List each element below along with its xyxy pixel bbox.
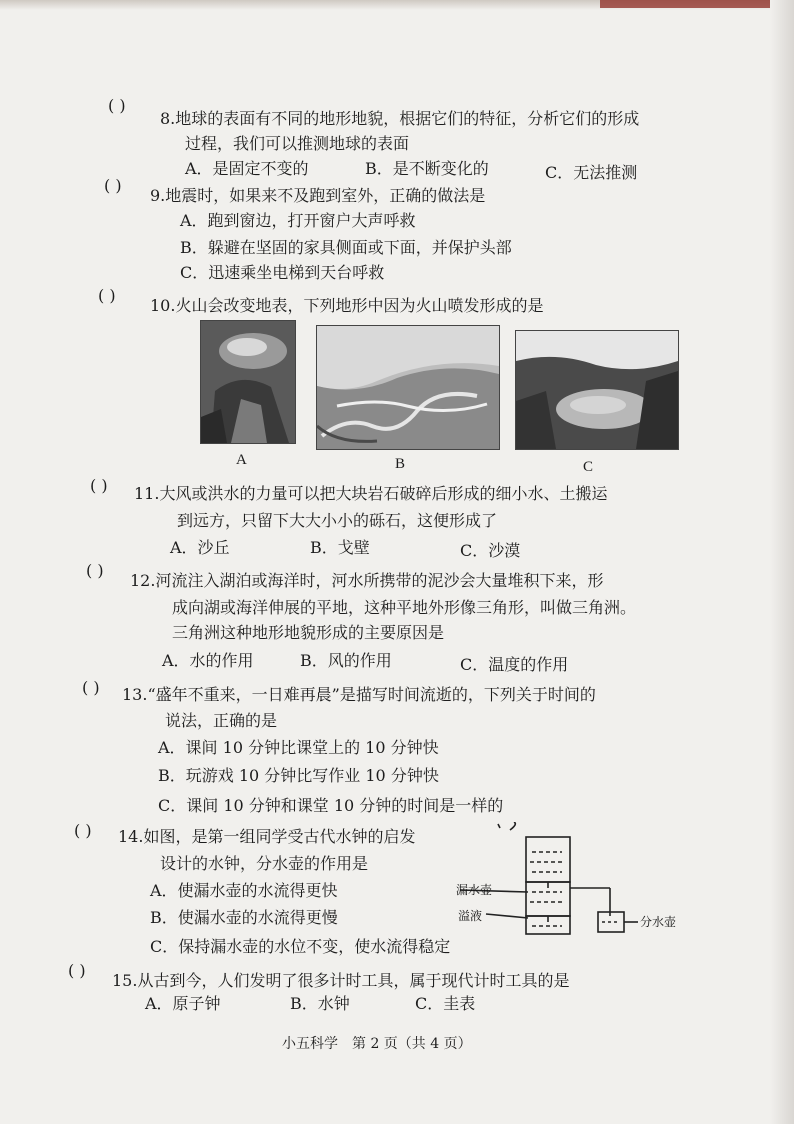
q12-question: 12.河流注入湖泊或海洋时，河水所携带的泥沙会大量堆积下来，形 xyxy=(130,571,604,590)
scan-edge-mark xyxy=(600,0,794,8)
photo-caption-a: A xyxy=(236,452,247,468)
q11-question: 11.大风或洪水的力量可以把大块岩石破碎后形成的细小水、土搬运 xyxy=(134,484,608,503)
q12-answer-blank[interactable]: ( ) xyxy=(86,561,104,580)
q10-question: 10.火山会改变地表，下列地形中因为火山喷发形成的是 xyxy=(150,296,544,315)
q9-option-c: C．迅速乘坐电梯到天台呼救 xyxy=(180,263,385,282)
q15-answer-blank[interactable]: ( ) xyxy=(68,961,86,980)
q12-option-c: C．温度的作用 xyxy=(460,655,569,674)
q14-answer-blank[interactable]: ( ) xyxy=(74,821,92,840)
q10-answer-blank[interactable]: ( ) xyxy=(98,286,116,305)
q13-option-b: B．玩游戏 10 分钟比写作业 10 分钟快 xyxy=(158,766,439,785)
photo-river-delta xyxy=(316,325,500,450)
label-receiver-pot: 分水壶 xyxy=(640,915,677,929)
photo-caption-b: B xyxy=(395,456,406,472)
q11-question-cont: 到远方，只留下大大小小的砾石，这便形成了 xyxy=(177,511,498,530)
q9-option-b: B．躲避在坚固的家具侧面或下面，并保护头部 xyxy=(180,238,512,257)
photo-caption-c: C xyxy=(583,459,594,475)
q11-answer-blank[interactable]: ( ) xyxy=(90,476,108,495)
label-overflow: 溢液 xyxy=(458,909,483,923)
q8-question-cont: 过程，我们可以推测地球的表面 xyxy=(185,134,410,153)
q14-option-b: B．使漏水壶的水流得更慢 xyxy=(150,908,338,927)
q8-answer-blank[interactable]: ( ) xyxy=(108,96,126,115)
q8-option-b: B．是不断变化的 xyxy=(365,159,489,178)
page-footer: 小五科学 第 2 页（共 4 页） xyxy=(282,1036,472,1052)
water-clock-diagram xyxy=(440,822,690,952)
q13-answer-blank[interactable]: ( ) xyxy=(82,678,100,697)
q9-answer-blank[interactable]: ( ) xyxy=(104,176,122,195)
q8-question: 8.地球的表面有不同的地形地貌，根据它们的特征，分析它们的形成 xyxy=(160,109,640,128)
q11-option-c: C．沙漠 xyxy=(460,541,521,560)
q8-option-c: C．无法推测 xyxy=(545,163,638,182)
q14-option-a: A．使漏水壶的水流得更快 xyxy=(150,881,338,900)
q13-question: 13.“盛年不重来，一日难再晨”是描写时间流逝的，下列关于时间的 xyxy=(122,685,596,704)
q13-option-c: C．课间 10 分钟和课堂 10 分钟的时间是一样的 xyxy=(158,796,504,815)
q15-option-c: C．圭表 xyxy=(415,994,476,1013)
q13-option-a: A．课间 10 分钟比课堂上的 10 分钟快 xyxy=(158,738,439,757)
label-leak-pot: 漏水壶 xyxy=(456,883,493,897)
q15-option-b: B．水钟 xyxy=(290,994,350,1013)
q12-question-cont: 成向湖或海洋伸展的平地，这种平地外形像三角形，叫做三角洲。 xyxy=(172,598,637,617)
q14-question-cont: 设计的水钟，分水壶的作用是 xyxy=(160,854,369,873)
q13-question-cont: 说法，正确的是 xyxy=(165,711,278,730)
q12-option-a: A．水的作用 xyxy=(162,651,254,670)
q15-question: 15.从古到今，人们发明了很多计时工具，属于现代计时工具的是 xyxy=(112,971,570,990)
q12-question-cont2: 三角洲这种地形地貌形成的主要原因是 xyxy=(172,623,445,642)
q11-option-b: B．戈壁 xyxy=(310,538,370,557)
scan-shadow-right xyxy=(770,0,794,1124)
q15-option-a: A．原子钟 xyxy=(145,994,221,1013)
photo-crater-lake xyxy=(515,330,679,450)
q12-option-b: B．风的作用 xyxy=(300,651,392,670)
q9-question: 9.地震时，如果来不及跑到室外，正确的做法是 xyxy=(150,186,486,205)
photo-rock-formation xyxy=(200,320,296,444)
q14-question: 14.如图，是第一组同学受古代水钟的启发 xyxy=(118,827,416,846)
q8-option-a: A．是固定不变的 xyxy=(185,159,309,178)
q11-option-a: A．沙丘 xyxy=(170,538,230,557)
q9-option-a: A．跑到窗边，打开窗户大声呼救 xyxy=(180,211,416,230)
q14-option-c: C．保持漏水壶的水位不变，使水流得稳定 xyxy=(150,937,451,956)
